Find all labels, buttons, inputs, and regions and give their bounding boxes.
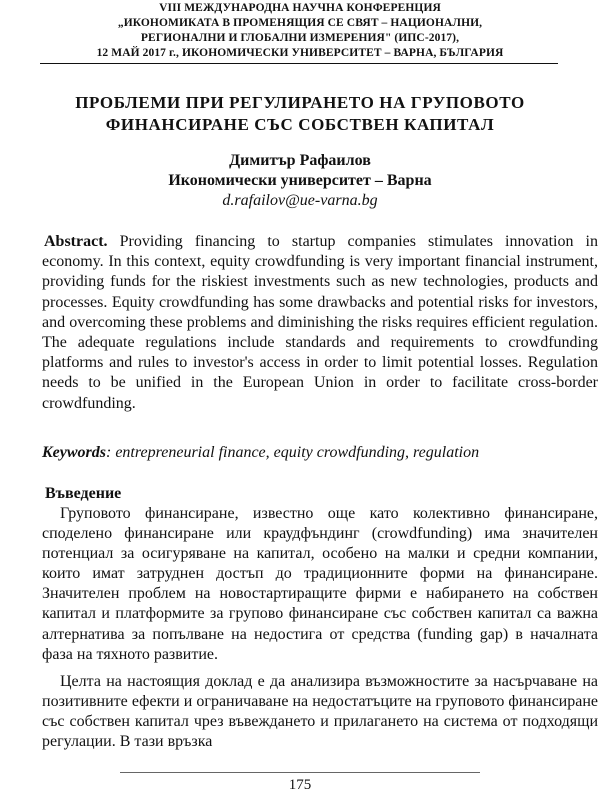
conference-line: „ИКОНОМИКАТА В ПРОМЕНЯЩИЯ СЕ СВЯТ – НАЦИОНАЛНИ, (117, 17, 483, 29)
section-heading: Въведение (45, 485, 122, 502)
paper-title (20, 92, 580, 136)
section-body (42, 504, 598, 752)
abstract-text: Providing financing to startup companies stimulates innovation in economy. In this context, equity crowdfunding is very important financial instrument, providing funds for the riskiest investments such as new technologies, products and processes. Equity crowdfunding has some drawbacks and potential risks for investors, and overcoming these problems and diminishing the risks requires efficient regulation. The adequate regulations include standards and requirements to crowdfunding platforms and rules to investor's access in order to limit potential losses. Regulation needs to be unified in the European Union in order to facilitate cross-border crowdfunding. (42, 233, 599, 412)
author-name: Димитър Рафаилов (229, 152, 371, 169)
conference-line: VIII МЕЖДУНАРОДНА НАУЧНА КОНФЕРЕНЦИЯ (159, 2, 441, 14)
abstract (42, 232, 598, 414)
header-divider (40, 63, 558, 64)
conference-header (20, 1, 580, 61)
footer-divider (120, 772, 480, 773)
title-line: ПРОБЛЕМИ ПРИ РЕГУЛИРАНЕТО НА ГРУПОВОТО (75, 93, 525, 112)
abstract-label: Abstract. (44, 233, 108, 250)
keywords-text: : entrepreneurial finance, equity crowdfunding, regulation (106, 444, 480, 461)
body-paragraph: Груповото финансиране, известно още като колективно финансиране, споделено финансиране или краудфъндинг (crowdfunding) има значителен потенциал за осигуряване на капитал, особено на малки и средни компании, които имат затруднен достъп до традиционните форми на финансиране. Значителен проблем на новостартиращите фирми е набирането на собствен капитал и платформите за групово финансиране със собствен капитал са важна алтернатива за попълване на недостига от средства (funding gap) в началната фаза на тяхното развитие. (42, 505, 598, 663)
author-email: d.rafailov@ue-varna.bg (222, 192, 378, 209)
conference-line: РЕГИОНАЛНИ И ГЛОБАЛНИ ИЗМЕРЕНИЯ" (ИПС-2017), (140, 32, 460, 44)
keywords (42, 443, 598, 463)
conference-line: 12 МАЙ 2017 г., ИКОНОМИЧЕСКИ УНИВЕРСИТЕТ – ВАРНА, БЪЛГАРИЯ (96, 47, 504, 59)
author-affiliation: Икономически университет – Варна (168, 172, 432, 189)
title-line: ФИНАНСИРАНЕ СЪС СОБСТВЕН КАПИТАЛ (105, 115, 495, 134)
page-number: 175 (288, 777, 312, 793)
body-paragraph: Целта на настоящия доклад е да анализира възможностите за насърчаване на позитивните ефекти и ограничаване на недостатъците на груповото финансиране със собствен капитал чрез въвеждането и прилагането на система от подходящи регулации. В тази връзка (42, 672, 598, 751)
keywords-label: Keywords (42, 444, 106, 461)
